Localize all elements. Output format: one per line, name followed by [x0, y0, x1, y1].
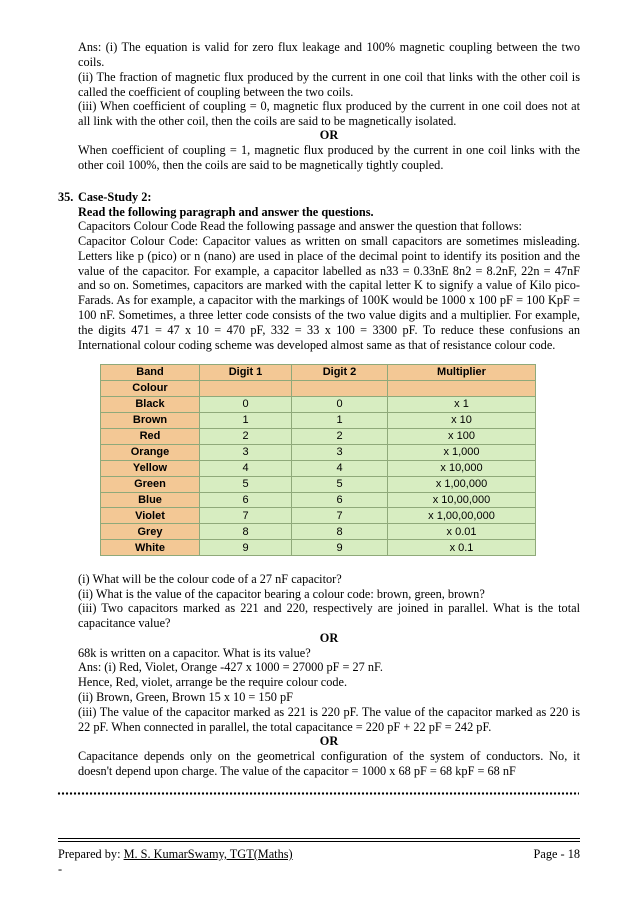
multiplier-cell: x 0.1: [388, 540, 536, 556]
table-header-row: [101, 365, 536, 381]
digit-1-cell: 6: [200, 492, 292, 508]
multiplier-cell: x 1: [388, 396, 536, 412]
digit-2-cell: 1: [292, 412, 388, 428]
multiplier-cell: x 1,000: [388, 444, 536, 460]
question-iii: (iii) Two capacitors marked as 221 and 220, respectively are joined in parallel. What is the total capacitance value?: [78, 601, 580, 630]
footer-page-number: Page - 18: [533, 847, 580, 861]
colour-name: Orange: [101, 444, 200, 460]
question-number: 35.: [58, 190, 74, 204]
table-row: [101, 476, 536, 492]
digit-2-cell: 9: [292, 540, 388, 556]
colour-name: Violet: [101, 508, 200, 524]
table-row: [101, 460, 536, 476]
case-study-intro: Capacitors Colour Code Read the following passage and answer the question that follows:: [78, 219, 522, 233]
multiplier-cell: x 1,00,000: [388, 476, 536, 492]
colour-name: Grey: [101, 524, 200, 540]
or-divider-2: OR: [319, 631, 339, 645]
case-study-passage: Capacitor Colour Code: Capacitor values as written on small capacitors are sometimes misleading. Letters like p (pico) or n (nano) are used in place of the decimal point to identify its position and the value of the capacitor. For example, a capacitor labelled as n33 = 0.33nE 8n2 = 8.2nF, 22n = 47nF and so on. Sometimes, capacitors are marked with the capital letter K to signify a value of Kilo pico-Farads. As for example, a capacitor with the markings of 100K would be 1000 x 100 pF = 100 KpF = 100 nF. Sometimes, a three letter code consists of the two value digits and a multiplier. For example, the digits 471 = 47 x 10 = 470 pF, 332 = 33 x 100 = 3300 pF. To reduce these confusions an International colour coding scheme was developed almost same as that of resistance colour code.: [78, 234, 580, 352]
or-divider-3: OR: [319, 734, 339, 748]
footer-prepared-label: Prepared by:: [58, 847, 124, 861]
table-subheader-row: [101, 380, 536, 396]
colour-code-table: [100, 364, 536, 556]
multiplier-cell: x 100: [388, 428, 536, 444]
footer-author: M. S. KumarSwamy, TGT(Maths): [123, 847, 293, 861]
colour-name: Brown: [101, 412, 200, 428]
digit-2-cell: 8: [292, 524, 388, 540]
answer-prev-1: Ans: (i) The equation is valid for zero flux leakage and 100% magnetic coupling between the two coils.: [78, 40, 580, 69]
empty-cell: [200, 380, 292, 396]
colour-name: White: [101, 540, 200, 556]
footer-rule-bottom: [58, 841, 580, 842]
colour-name: Yellow: [101, 460, 200, 476]
multiplier-cell: x 0.01: [388, 524, 536, 540]
multiplier-cell: x 10,000: [388, 460, 536, 476]
digit-2-cell: 5: [292, 476, 388, 492]
answer-prev-3: (iii) When coefficient of coupling = 0, magnetic flux produced by the current in one coil does not at all link with the other coil, then the coils are said to be magnetically isolated.: [78, 99, 580, 128]
digit-1-cell: 4: [200, 460, 292, 476]
question-or: 68k is written on a capacitor. What is its value?: [78, 646, 311, 660]
table-row: [101, 444, 536, 460]
digit-1-cell: 1: [200, 412, 292, 428]
multiplier-cell: x 1,00,00,000: [388, 508, 536, 524]
footer-rule-top: [58, 838, 580, 839]
digit-2-cell: 4: [292, 460, 388, 476]
answer-prev-2: (ii) The fraction of magnetic flux produced by the current in one coil that links with the other coil is called the coefficient of coupling between the two coils.: [78, 70, 580, 99]
digit-2-cell: 0: [292, 396, 388, 412]
header-digit-2: Digit 2: [292, 365, 388, 381]
answer-iii: (iii) The value of the capacitor marked as 221 is 220 pF. The value of the capacitor marked as 220 is 22 pF. When connected in parallel, the total capacitance = 220 pF + 22 pF = 242 pF.: [78, 705, 580, 734]
answer-i-conclusion: Hence, Red, violet, arrange be the require colour code.: [78, 675, 348, 689]
header-band: Band: [101, 365, 200, 381]
table-row: [101, 524, 536, 540]
case-study-instruction: Read the following paragraph and answer the questions.: [78, 205, 374, 219]
table-row: [101, 396, 536, 412]
colour-name: Blue: [101, 492, 200, 508]
footer-dash: -: [58, 862, 63, 876]
footer-prepared-by: [58, 847, 293, 862]
answer-or: Capacitance depends only on the geometrical configuration of the system of conductors. No, it doesn't depend upon charge. The value of the capacitor = 1000 x 68 pF = 68 kpF = 68 nF: [78, 749, 580, 778]
digit-1-cell: 0: [200, 396, 292, 412]
digit-1-cell: 3: [200, 444, 292, 460]
or-divider-1: OR: [319, 128, 339, 142]
answer-i: Ans: (i) Red, Violet, Orange -427 x 1000 = 27000 pF = 27 nF.: [78, 660, 383, 674]
table-row: [101, 508, 536, 524]
empty-cell: [388, 380, 536, 396]
digit-1-cell: 2: [200, 428, 292, 444]
empty-cell: [292, 380, 388, 396]
table-row: [101, 492, 536, 508]
dotted-separator: [57, 792, 579, 795]
table-row: [101, 428, 536, 444]
answer-ii: (ii) Brown, Green, Brown 15 x 10 = 150 pF: [78, 690, 293, 704]
answer-prev-4: When coefficient of coupling = 1, magnetic flux produced by the current in one coil links with the other coil 100%, then the coils are said to be magnetically tightly coupled.: [78, 143, 580, 172]
multiplier-cell: x 10: [388, 412, 536, 428]
table-row: [101, 540, 536, 556]
digit-2-cell: 3: [292, 444, 388, 460]
header-digit-1: Digit 1: [200, 365, 292, 381]
question-i: (i) What will be the colour code of a 27 nF capacitor?: [78, 572, 342, 586]
colour-name: Black: [101, 396, 200, 412]
digit-2-cell: 7: [292, 508, 388, 524]
digit-1-cell: 9: [200, 540, 292, 556]
header-multiplier: Multiplier: [388, 365, 536, 381]
subheader-colour: Colour: [101, 380, 200, 396]
digit-1-cell: 8: [200, 524, 292, 540]
case-study-title: Case-Study 2:: [78, 190, 152, 204]
question-ii: (ii) What is the value of the capacitor bearing a colour code: brown, green, brown?: [78, 587, 485, 601]
digit-1-cell: 5: [200, 476, 292, 492]
colour-name: Green: [101, 476, 200, 492]
multiplier-cell: x 10,00,000: [388, 492, 536, 508]
colour-name: Red: [101, 428, 200, 444]
digit-1-cell: 7: [200, 508, 292, 524]
digit-2-cell: 6: [292, 492, 388, 508]
table-row: [101, 412, 536, 428]
digit-2-cell: 2: [292, 428, 388, 444]
